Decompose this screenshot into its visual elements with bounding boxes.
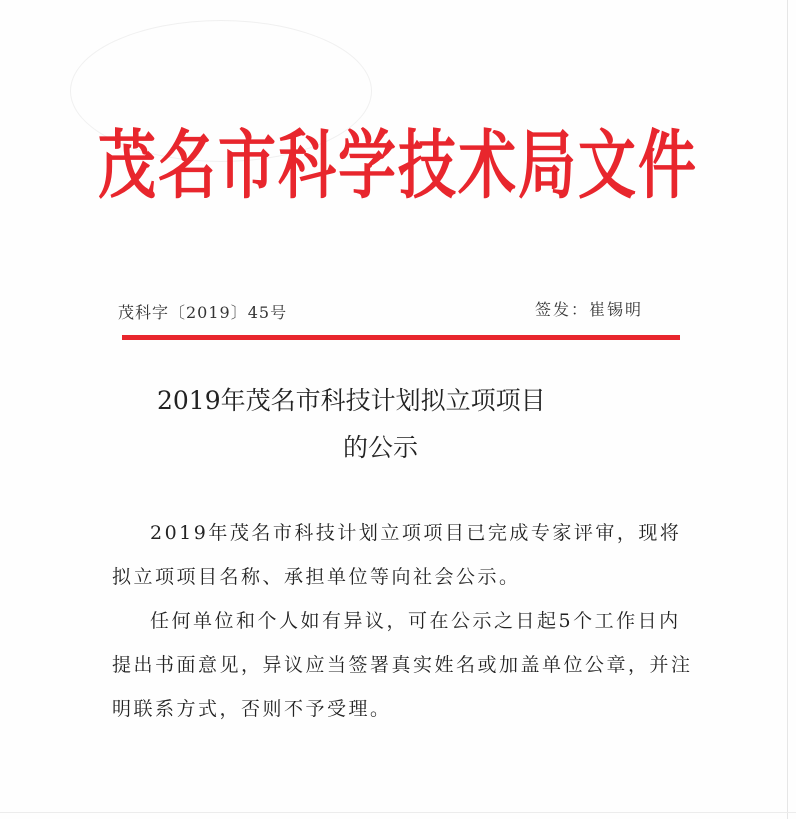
page-edge-bottom <box>0 812 796 813</box>
document-number: 茂科字〔2019〕45号 <box>118 303 288 322</box>
body-paragraph-1: 2019年茂名市科技计划立项项目已完成专家评审，现将拟立项项目名称、承担单位等向社会公示。 <box>112 522 682 588</box>
signer-line: 签发：崔锡明 <box>535 300 644 319</box>
red-separator-rule <box>122 335 680 340</box>
document-masthead: 茂名市科学技术局文件 <box>97 122 698 210</box>
body-paragraph-2: 任何单位和个人如有异议，可在公示之日起5个工作日内提出书面意见，异议应当签署真实姓名或加盖单位公章，并注明联系方式，否则不予受理。 <box>112 610 693 720</box>
notice-title-line-2: 的公示 <box>343 433 419 462</box>
notice-title-line-1: 2019年茂名市科技计划拟立项项目 <box>157 386 546 415</box>
